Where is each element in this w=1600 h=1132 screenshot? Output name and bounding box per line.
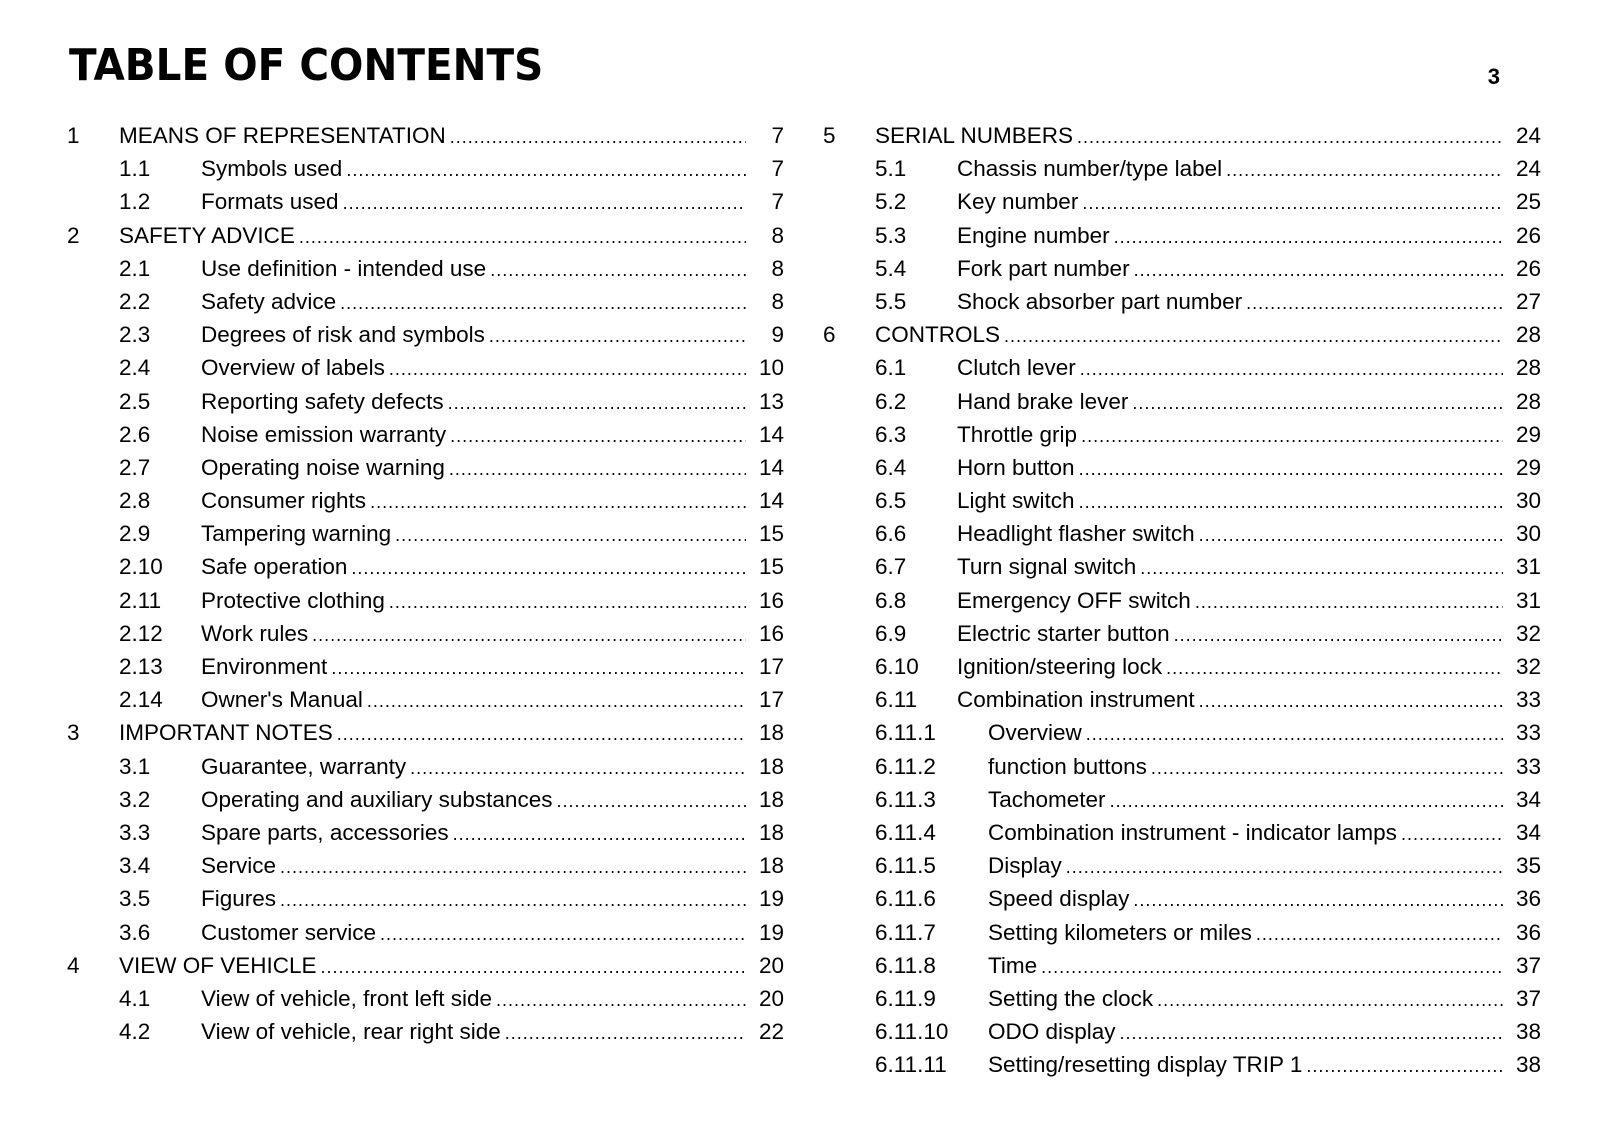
toc-entry-page: 28 (1515, 355, 1541, 381)
toc-entry-page: 38 (1515, 1019, 1541, 1045)
toc-entry[interactable] (823, 1015, 1541, 1048)
toc-entry-page: 34 (1515, 786, 1541, 812)
toc-entry-page: 15 (758, 521, 784, 547)
toc-entry-number: 1.2 (119, 189, 151, 215)
toc-entry-number: 6.11.2 (875, 753, 936, 779)
toc-entry[interactable] (823, 484, 1541, 517)
dot-leader (1041, 951, 1503, 984)
toc-entry-number: 6.11.1 (875, 720, 936, 746)
toc-entry-page: 36 (1515, 886, 1541, 912)
toc-entry-number: 2.10 (119, 554, 163, 580)
toc-entry-page: 18 (758, 819, 784, 845)
toc-entry[interactable] (823, 1048, 1541, 1081)
toc-entry-number: 2.5 (119, 388, 151, 414)
dot-leader (367, 685, 746, 718)
toc-entry-title: Operating and auxiliary substances (201, 786, 553, 812)
toc-entry[interactable] (67, 119, 784, 152)
toc-entry-page: 7 (771, 189, 784, 215)
toc-entry-number: 6.7 (875, 554, 907, 580)
toc-entry-number: 2.6 (119, 421, 151, 447)
toc-entry[interactable] (67, 418, 784, 451)
toc-entry[interactable] (823, 783, 1541, 816)
toc-entry[interactable] (67, 1015, 784, 1048)
dot-leader (380, 918, 746, 951)
toc-entry-title: Throttle grip (957, 421, 1078, 447)
toc-entry-page: 19 (758, 886, 784, 912)
toc-entry-title: Overview (988, 720, 1082, 746)
toc-entry-title: Chassis number/type label (957, 156, 1223, 182)
toc-entry-title: Display (988, 853, 1062, 879)
dot-leader (389, 353, 746, 386)
toc-entry-number: 3.6 (119, 919, 151, 945)
toc-entry-number: 2.1 (119, 255, 151, 281)
toc-entry-number: 6.11 (875, 687, 918, 713)
toc-entry-number: 3.2 (119, 786, 151, 812)
toc-entry-title: CONTROLS (875, 322, 1001, 348)
toc-entry-page: 37 (1515, 952, 1541, 978)
toc-entry-page: 33 (1515, 720, 1541, 746)
toc-entry-number: 2.3 (119, 322, 151, 348)
toc-entry[interactable] (67, 185, 784, 218)
toc-entry[interactable] (823, 650, 1541, 683)
toc-entry[interactable] (67, 152, 784, 185)
toc-entry-title: Time (988, 952, 1038, 978)
toc-entry[interactable] (67, 484, 784, 517)
toc-entry-title: Spare parts, accessories (201, 819, 449, 845)
toc-entry-title: Key number (957, 189, 1079, 215)
toc-entry-title: Safe operation (201, 554, 348, 580)
toc-entry-page: 9 (771, 322, 784, 348)
toc-entry-title: Safety advice (201, 288, 337, 314)
toc-entry-page: 29 (1515, 421, 1541, 447)
toc-entry[interactable] (823, 617, 1541, 650)
toc-entry[interactable] (67, 783, 784, 816)
toc-entry-number: 6.11.6 (875, 886, 936, 912)
dot-leader (1120, 1017, 1503, 1050)
toc-entry-number: 4.1 (119, 985, 151, 1011)
toc-entry-page: 19 (758, 919, 784, 945)
toc-entry-number: 5.2 (875, 189, 907, 215)
toc-entry-page: 17 (758, 654, 784, 679)
toc-entry-page: 16 (758, 587, 784, 613)
toc-entry-page: 7 (771, 156, 784, 182)
toc-entry-number: 2.2 (119, 288, 151, 314)
toc-entry-title: Degrees of risk and symbols (201, 322, 485, 348)
toc-entry-number: 6.8 (875, 587, 907, 613)
dot-leader (1080, 353, 1503, 386)
toc-entry[interactable] (67, 451, 784, 484)
toc-entry[interactable] (823, 318, 1541, 351)
toc-entry-page: 18 (758, 720, 784, 746)
toc-entry-title: Ignition/steering lock (957, 654, 1163, 679)
toc-entry[interactable] (67, 517, 784, 550)
toc-entry-title: Reporting safety defects (201, 388, 444, 414)
toc-entry-number: 6.10 (875, 654, 919, 679)
toc-entry-number: 3.1 (119, 753, 151, 779)
toc-entry-page: 17 (758, 687, 784, 713)
toc-entry-number: 6.1 (875, 355, 907, 381)
toc-entry[interactable] (67, 916, 784, 949)
toc-entry-number: 5.1 (875, 156, 907, 182)
toc-entry-page: 16 (758, 620, 784, 646)
toc-entry-page: 14 (758, 421, 784, 447)
toc-entry[interactable] (67, 252, 784, 285)
toc-entry-page: 10 (758, 355, 784, 381)
dot-leader (395, 519, 746, 552)
dot-leader (1401, 818, 1503, 851)
dot-leader (489, 320, 746, 353)
toc-entry-title: Turn signal switch (957, 554, 1137, 580)
toc-entry-number: 6.2 (875, 388, 907, 414)
toc-entry-page: 18 (758, 753, 784, 779)
toc-entry-number: 6.11.4 (875, 819, 936, 845)
dot-leader (280, 851, 746, 884)
toc-entry-number: 6.11.8 (875, 952, 936, 978)
toc-entry-page: 15 (758, 554, 784, 580)
toc-entry-title: Owner's Manual (201, 687, 363, 713)
toc-entry-title: Use definition - intended use (201, 255, 487, 281)
toc-entry[interactable] (67, 318, 784, 351)
toc-entry-page: 8 (771, 222, 784, 248)
toc-entry-number: 6.9 (875, 620, 907, 646)
toc-entry[interactable] (67, 650, 784, 683)
dot-leader (448, 387, 746, 420)
dot-leader (1306, 1050, 1503, 1083)
toc-entry[interactable] (823, 716, 1541, 749)
toc-entry-title: VIEW OF VEHICLE (119, 952, 317, 978)
toc-entry-page: 8 (771, 255, 784, 281)
toc-entry[interactable] (823, 152, 1541, 185)
toc-entry-number: 5.3 (875, 222, 907, 248)
toc-entry[interactable] (823, 683, 1541, 716)
toc-entry-number: 2.9 (119, 521, 151, 547)
toc-entry-title: Combination instrument - indicator lamps (988, 819, 1397, 845)
toc-entry[interactable] (823, 219, 1541, 252)
toc-entry-title: Hand brake lever (957, 388, 1129, 414)
toc-entry-title: Customer service (201, 919, 377, 945)
toc-entry-title: Environment (201, 654, 328, 679)
toc-entry-number: 5 (823, 123, 836, 148)
toc-entry[interactable] (823, 584, 1541, 617)
toc-entry-number: 6.11.11 (875, 1052, 947, 1078)
dot-leader (1133, 884, 1503, 917)
toc-entry-title: Overview of labels (201, 355, 385, 381)
page-number: 3 (1487, 64, 1500, 89)
toc-entry-title: Protective clothing (201, 587, 385, 613)
dot-leader (1079, 453, 1503, 486)
toc-entry-title: Horn button (957, 454, 1075, 480)
toc-entry-page: 35 (1515, 853, 1541, 879)
toc-entry[interactable] (67, 849, 784, 882)
toc-entry-title: MEANS OF REPRESENTATION (119, 123, 446, 148)
toc-entry[interactable] (823, 451, 1541, 484)
toc-entry-number: 6.11.5 (875, 853, 936, 879)
toc-entry-page: 14 (758, 454, 784, 480)
dot-leader (505, 1017, 746, 1050)
dot-leader (1246, 287, 1503, 320)
dot-leader (331, 652, 746, 685)
toc-entry-number: 3 (67, 720, 80, 746)
toc-left-column (67, 119, 784, 1048)
dot-leader (1256, 918, 1503, 951)
toc-entry[interactable] (67, 219, 784, 252)
toc-entry[interactable] (67, 716, 784, 749)
toc-entry[interactable] (67, 385, 784, 418)
toc-entry-number: 2.4 (119, 355, 151, 381)
toc-entry-number: 6.11.3 (875, 786, 936, 812)
toc-entry-number: 2.13 (119, 654, 163, 679)
toc-entry[interactable] (823, 285, 1541, 318)
toc-entry-title: Operating noise warning (201, 454, 445, 480)
toc-entry[interactable] (67, 882, 784, 915)
toc-entry-title: Consumer rights (201, 488, 367, 514)
toc-entry-title: Symbols used (201, 156, 343, 182)
dot-leader (490, 254, 746, 287)
toc-entry-number: 1 (67, 123, 80, 148)
toc-entry-number: 2.14 (119, 687, 163, 713)
toc-entry[interactable] (67, 982, 784, 1015)
toc-entry-title: Work rules (201, 620, 309, 646)
toc-entry[interactable] (67, 584, 784, 617)
toc-entry[interactable] (67, 285, 784, 318)
toc-entry[interactable] (67, 617, 784, 650)
toc-entry-number: 6.4 (875, 454, 907, 480)
toc-entry-page: 34 (1515, 819, 1541, 845)
dot-leader (1077, 121, 1503, 154)
dot-leader (1151, 752, 1503, 785)
dot-leader (343, 187, 746, 220)
toc-entry-title: View of vehicle, rear right side (201, 1019, 501, 1045)
toc-entry-title: SAFETY ADVICE (119, 222, 295, 248)
toc-entry-title: function buttons (988, 753, 1147, 779)
toc-entry-title: Combination instrument (957, 687, 1195, 713)
toc-entry[interactable] (67, 750, 784, 783)
dot-leader (1066, 851, 1503, 884)
dot-leader (312, 619, 746, 652)
toc-entry-page: 14 (758, 488, 784, 514)
toc-entry[interactable] (823, 882, 1541, 915)
dot-leader (337, 718, 746, 751)
toc-entry-number: 3.4 (119, 853, 151, 879)
dot-leader (1132, 387, 1503, 420)
toc-entry-title: Light switch (957, 488, 1075, 514)
toc-entry-title: Service (201, 853, 277, 879)
toc-entry-number: 2.11 (119, 587, 162, 613)
dot-leader (449, 453, 746, 486)
toc-entry[interactable] (823, 982, 1541, 1015)
dot-leader (1174, 619, 1503, 652)
toc-entry-number: 5.4 (875, 255, 907, 281)
toc-entry[interactable] (823, 385, 1541, 418)
toc-right-column (823, 119, 1541, 1081)
toc-entry[interactable] (823, 750, 1541, 783)
toc-entry-page: 20 (758, 952, 784, 978)
toc-entry-page: 28 (1515, 322, 1541, 348)
toc-entry-number: 3.3 (119, 819, 151, 845)
dot-leader (450, 420, 746, 453)
toc-entry[interactable] (823, 849, 1541, 882)
toc-entry-title: Speed display (988, 886, 1130, 912)
dot-leader (351, 552, 746, 585)
toc-entry-number: 1.1 (119, 156, 151, 182)
toc-entry-page: 31 (1515, 587, 1541, 613)
toc-entry-page: 25 (1515, 189, 1541, 215)
dot-leader (340, 287, 746, 320)
toc-entry[interactable] (823, 185, 1541, 218)
dot-leader (370, 486, 746, 519)
dot-leader (321, 951, 746, 984)
page-title: TABLE OF CONTENTS (69, 40, 544, 91)
toc-entry-title: Setting the clock (988, 985, 1154, 1011)
toc-entry-page: 8 (771, 288, 784, 314)
toc-entry-number: 6.11.9 (875, 985, 936, 1011)
dot-leader (1199, 519, 1503, 552)
dot-leader (1199, 685, 1503, 718)
dot-leader (556, 785, 746, 818)
toc-entry-page: 27 (1515, 288, 1541, 314)
toc-entry-page: 31 (1515, 554, 1541, 580)
toc-entry-page: 33 (1515, 687, 1541, 713)
toc-entry-page: 24 (1515, 156, 1541, 182)
dot-leader (1110, 785, 1503, 818)
toc-entry-page: 22 (758, 1019, 784, 1045)
toc-entry-title: Setting kilometers or miles (988, 919, 1252, 945)
toc-entry-number: 3.5 (119, 886, 151, 912)
dot-leader (450, 121, 746, 154)
toc-entry-number: 4 (67, 952, 80, 978)
dot-leader (1004, 320, 1503, 353)
toc-entry-number: 6 (823, 322, 836, 348)
toc-entry-title: View of vehicle, front left side (201, 985, 492, 1011)
toc-entry-number: 6.6 (875, 521, 907, 547)
dot-leader (1166, 652, 1503, 685)
dot-leader (346, 154, 746, 187)
toc-entry[interactable] (823, 517, 1541, 550)
toc-entry-title: Tampering warning (201, 521, 392, 547)
toc-entry-number: 6.11.7 (875, 919, 936, 945)
toc-entry[interactable] (823, 916, 1541, 949)
toc-entry[interactable] (823, 949, 1541, 982)
toc-entry-title: Clutch lever (957, 355, 1076, 381)
toc-entry-number: 6.3 (875, 421, 907, 447)
dot-leader (299, 221, 746, 254)
dot-leader (1082, 187, 1503, 220)
toc-entry[interactable] (823, 418, 1541, 451)
toc-entry[interactable] (67, 816, 784, 849)
toc-entry-page: 32 (1515, 620, 1541, 646)
toc-entry-title: Headlight flasher switch (957, 521, 1195, 547)
dot-leader (1134, 254, 1503, 287)
toc-entry-title: SERIAL NUMBERS (875, 123, 1073, 148)
toc-entry-page: 30 (1515, 521, 1541, 547)
toc-entry-page: 7 (771, 123, 784, 148)
toc-entry-title: Figures (201, 886, 277, 912)
toc-entry-page: 29 (1515, 454, 1541, 480)
toc-entry-number: 6.11.10 (875, 1019, 949, 1045)
toc-entry-page: 18 (758, 786, 784, 812)
toc-entry-number: 2.12 (119, 620, 163, 646)
toc-entry-title: ODO display (988, 1019, 1116, 1045)
dot-leader (410, 752, 746, 785)
dot-leader (1079, 486, 1503, 519)
toc-entry[interactable] (823, 816, 1541, 849)
toc-entry-number: 2 (67, 222, 80, 248)
toc-entry-number: 2.8 (119, 488, 151, 514)
toc-entry-number: 5.5 (875, 288, 907, 314)
toc-entry-page: 26 (1515, 255, 1541, 281)
toc-entry[interactable] (67, 351, 784, 384)
dot-leader (1081, 420, 1503, 453)
toc-entry-page: 26 (1515, 222, 1541, 248)
toc-entry-page: 33 (1515, 753, 1541, 779)
toc-entry-number: 4.2 (119, 1019, 151, 1045)
toc-entry-title: Setting/resetting display TRIP 1 (988, 1052, 1303, 1078)
toc-entry-page: 28 (1515, 388, 1541, 414)
toc-entry-page: 30 (1515, 488, 1541, 514)
toc-entry-title: IMPORTANT NOTES (119, 720, 333, 746)
toc-entry[interactable] (823, 252, 1541, 285)
dot-leader (1226, 154, 1503, 187)
toc-entry[interactable] (67, 550, 784, 583)
toc-entry-page: 18 (758, 853, 784, 879)
toc-entry-title: Formats used (201, 189, 339, 215)
toc-entry-title: Tachometer (988, 786, 1106, 812)
dot-leader (453, 818, 746, 851)
dot-leader (1086, 718, 1503, 751)
toc-entry-title: Fork part number (957, 255, 1130, 281)
toc-entry-number: 2.7 (119, 454, 151, 480)
dot-leader (280, 884, 746, 917)
toc-entry-title: Noise emission warranty (201, 421, 447, 447)
dot-leader (1157, 984, 1503, 1017)
toc-entry-title: Electric starter button (957, 620, 1170, 646)
toc-entry[interactable] (823, 351, 1541, 384)
toc-entry[interactable] (67, 949, 784, 982)
toc-entry-number: 6.5 (875, 488, 907, 514)
toc-entry-page: 20 (758, 985, 784, 1011)
toc-entry-page: 36 (1515, 919, 1541, 945)
dot-leader (389, 586, 746, 619)
dot-leader (496, 984, 746, 1017)
toc-entry-page: 32 (1515, 654, 1541, 679)
toc-entry[interactable] (823, 550, 1541, 583)
toc-entry-page: 24 (1515, 123, 1541, 148)
toc-entry[interactable] (67, 683, 784, 716)
dot-leader (1140, 552, 1503, 585)
toc-entry-title: Guarantee, warranty (201, 753, 407, 779)
toc-entry-page: 37 (1515, 985, 1541, 1011)
toc-entry-title: Emergency OFF switch (957, 587, 1191, 613)
dot-leader (1195, 586, 1503, 619)
toc-entry-title: Engine number (957, 222, 1110, 248)
toc-entry-page: 13 (758, 388, 784, 414)
toc-entry[interactable] (823, 119, 1541, 152)
dot-leader (1114, 221, 1503, 254)
toc-entry-page: 38 (1515, 1052, 1541, 1078)
toc-entry-title: Shock absorber part number (957, 288, 1243, 314)
